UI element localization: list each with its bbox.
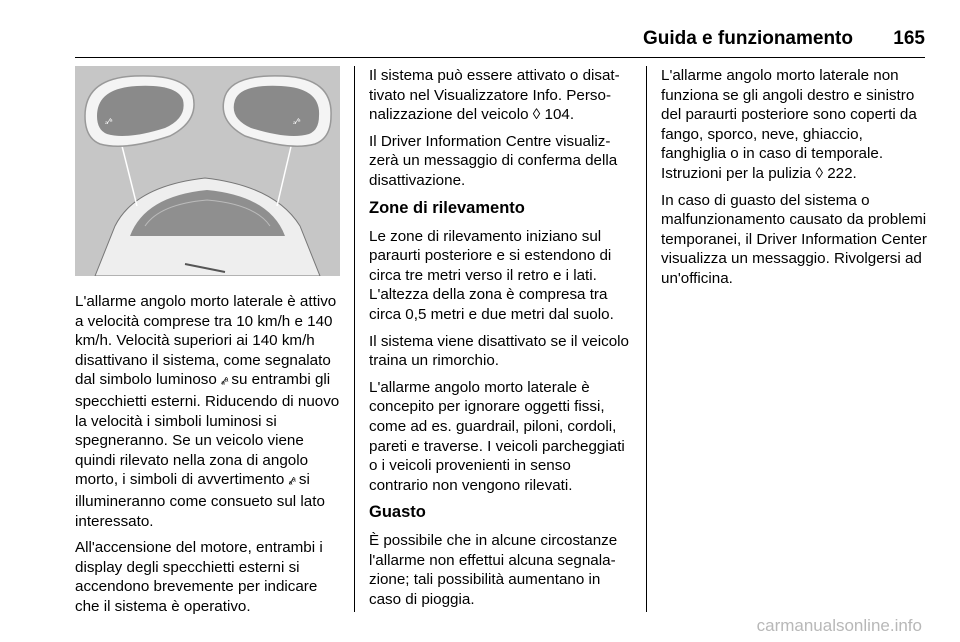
watermark: carmanualsonline.info bbox=[756, 616, 922, 635]
svg-text:ₐ⁄ᵃ: ₐ⁄ᵃ bbox=[293, 117, 301, 126]
paragraph: Il Driver Information Centre visualizzerà un messaggio di conferma della disattivazione. bbox=[369, 132, 618, 189]
header-rule bbox=[75, 57, 925, 58]
car-mirrors-diagram bbox=[75, 66, 340, 276]
paragraph: Le zone di rilevamento iniziano sul paraurti posteriore e si estendono di circa tre metri verso il retro e i lati. L'altezza della zona è compresa tra circa 0,5 metri e due metri dal suolo. bbox=[369, 227, 614, 323]
paragraph: In caso di guasto del sistema o malfunzionamento causato da problemi temporanei, il Driver Information Center visualizza un messaggio. Rivolgersi ad un'officina. bbox=[661, 191, 927, 287]
svg-text:ₐ⁄ᵃ: ₐ⁄ᵃ bbox=[105, 117, 113, 126]
column-2 bbox=[369, 66, 634, 617]
paragraph: È possibile che in alcune circostanze l'allarme non effettui alcuna segnalazione; tali possibilità aumentano in caso di pioggia. bbox=[369, 532, 618, 609]
paragraph: L'allarme angolo morto laterale è attivo a velocità comprese tra 10 km/h e 140 km/h. Velocità superiori ai 140 km/h disattivano il sistema, come segnalato dal simbolo luminoso ₐ⁄ᵃ su entrambi gli specchietti esterni. Riducendo di nuovo la velocità i simboli luminosi si spegneranno. Se un veicolo viene quindi rilevato nella zona di angolo morto, i simboli di avvertimento ₐ⁄ᵃ si illumineranno come consueto sul lato interessato. bbox=[75, 293, 340, 530]
paragraph: Il sistema può essere attivato o disattivato nel Visualizzatore Info. Personalizzazione del veicolo ◊ 104. bbox=[369, 67, 620, 124]
blind-spot-symbol-icon: ₐ⁄ᵃ bbox=[288, 476, 295, 488]
paragraph: Il sistema viene disattivato se il veicolo traina un rimorchio. bbox=[369, 332, 629, 370]
blind-spot-symbol-icon: ₐ⁄ᵃ bbox=[221, 376, 228, 388]
section-heading: Guasto bbox=[369, 503, 426, 522]
paragraph: L'allarme angolo morto laterale non funziona se gli angoli destro e sinistro del paraurti posteriore sono coperti da fango, sporco, neve, ghiaccio, fanghiglia o in caso di temporale. Istruzioni per la pulizia ◊ 222. bbox=[661, 67, 917, 182]
paragraph: All'accensione del motore, entrambi i display degli specchietti esterni si accendono brevemente per indicare che il sistema è operativo. bbox=[75, 539, 323, 615]
column-3 bbox=[661, 66, 929, 296]
page-header bbox=[75, 28, 925, 56]
page-number: 165 bbox=[893, 28, 925, 49]
mirror-illustration bbox=[75, 66, 340, 276]
column-divider bbox=[646, 66, 647, 612]
paragraph: L'allarme angolo morto laterale è concepito per ignorare oggetti fissi, come ad es. guardrail, piloni, cordoli, pareti e traverse. I veicoli parcheggiati o i veicoli provenienti in senso contrario non vengono rilevati. bbox=[369, 378, 625, 494]
column-divider bbox=[354, 66, 355, 612]
section-heading: Zone di rilevamento bbox=[369, 198, 525, 217]
header-title: Guida e funzionamento bbox=[642, 28, 853, 49]
column-1 bbox=[75, 66, 343, 624]
